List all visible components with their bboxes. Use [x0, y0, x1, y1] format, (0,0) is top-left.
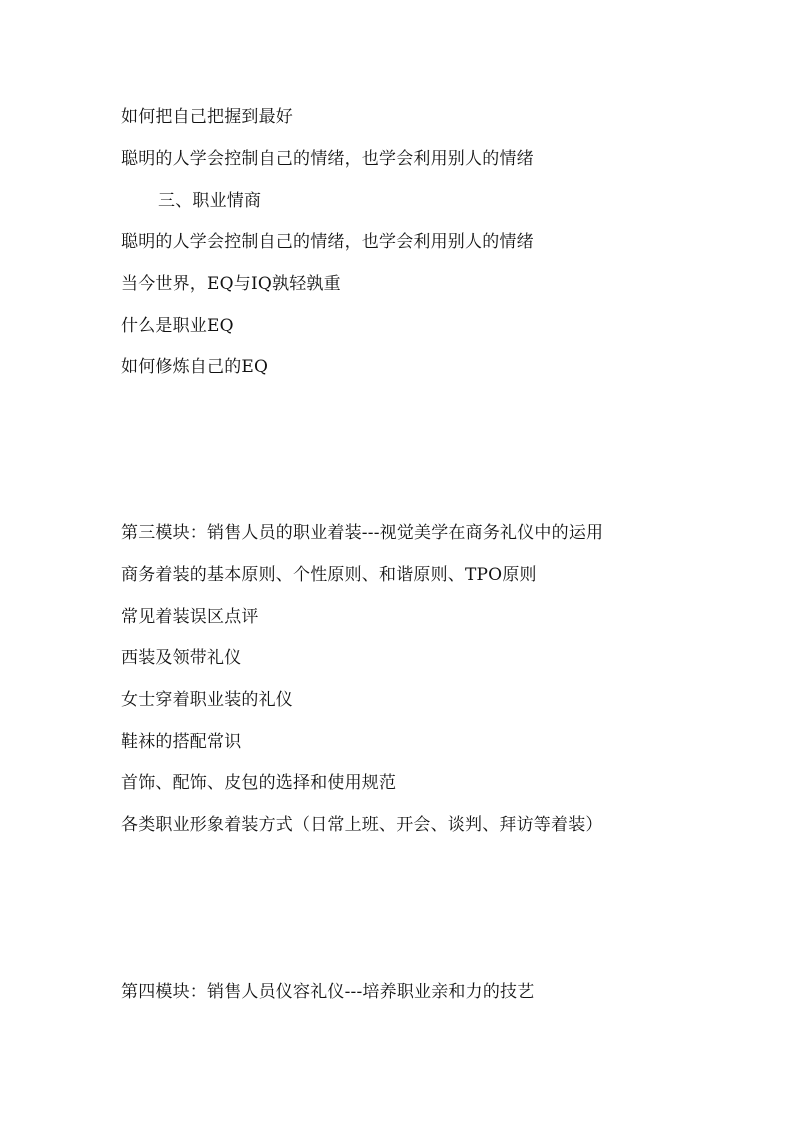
- body-text-line: 聪明的人学会控制自己的情绪，也学会利用别人的情绪: [121, 149, 534, 169]
- body-text-line: 聪明的人学会控制自己的情绪，也学会利用别人的情绪: [121, 232, 534, 252]
- body-text-line: 鞋袜的搭配常识: [121, 732, 242, 752]
- section-heading: 三、职业情商: [158, 191, 262, 211]
- body-text-line: 西装及领带礼仪: [121, 648, 242, 668]
- body-text-line: 商务着装的基本原则、个性原则、和谐原则、TPO原则: [121, 565, 537, 585]
- module-heading: 第四模块：销售人员仪容礼仪---培养职业亲和力的技艺: [121, 982, 535, 1002]
- body-text-line: 当今世界，EQ与IQ孰轻孰重: [121, 274, 341, 294]
- body-text-line: 如何把自己把握到最好: [121, 107, 293, 127]
- body-text-line: 常见着装误区点评: [121, 607, 259, 627]
- body-text-line: 什么是职业EQ: [121, 316, 234, 336]
- body-text-line: 首饰、配饰、皮包的选择和使用规范: [121, 773, 397, 793]
- body-text-line: 女士穿着职业装的礼仪: [121, 690, 293, 710]
- body-text-line: 各类职业形象着装方式（日常上班、开会、谈判、拜访等着装）: [121, 815, 603, 835]
- body-text-line: 如何修炼自己的EQ: [121, 357, 269, 377]
- module-heading: 第三模块：销售人员的职业着装---视觉美学在商务礼仪中的运用: [121, 523, 604, 543]
